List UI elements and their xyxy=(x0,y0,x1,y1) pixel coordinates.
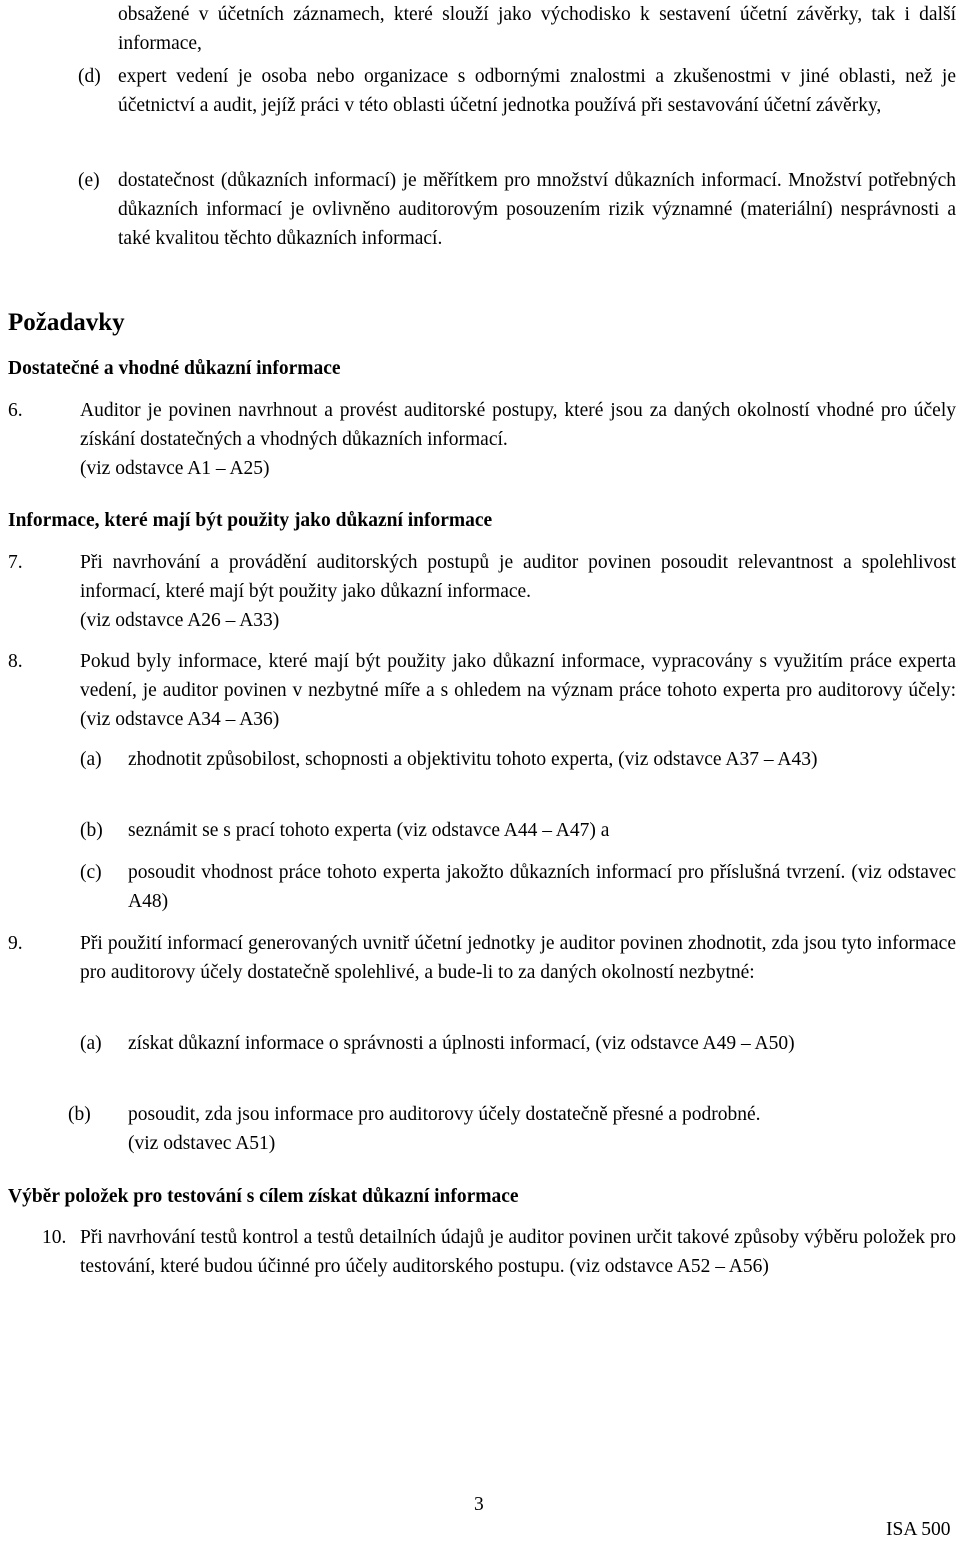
paragraph-8-item-b: seznámit se s prací tohoto experta (viz odstavce A44 – A47) a xyxy=(128,820,610,841)
section-title-requirements: Požadavky xyxy=(8,309,125,336)
subsection-sufficient-appropriate-evidence: Dostatečné a vhodné důkazní informace xyxy=(8,358,341,379)
intro-continuation: obsažené v účetních záznamech, které slouží jako východisko k sestavení účetní závěrky, tak i další informace, xyxy=(118,4,956,54)
paragraph-9-item-a: získat důkazní informace o správnosti a úplnosti informací, (viz odstavce A49 – A50) xyxy=(128,1033,795,1054)
subsection-information-used-as-evidence: Informace, které mají být použity jako důkazní informace xyxy=(8,510,493,531)
standard-id: ISA 500 xyxy=(886,1519,951,1540)
definition-e: dostatečnost (důkazních informací) je měřítkem pro množství důkazních informací. Množství potřebných důkazních informací je ovlivněno auditorovým posouzením rizik významné (materiální) nesprávnosti a také kvalitou těchto důkazních informací. xyxy=(118,170,956,249)
paragraph-8-item-c: posoudit vhodnost práce tohoto experta jakožto důkazních informací pro příslušná tvrzení. (viz odstavec A48) xyxy=(128,862,956,912)
definition-label-e: (e) xyxy=(78,170,100,191)
subsection-selecting-items-for-testing: Výběr položek pro testování s cílem získat důkazní informace xyxy=(8,1186,519,1207)
paragraph-6-reference: (viz odstavce A1 – A25) xyxy=(80,458,270,479)
paragraph-9-item-label-b: (b) xyxy=(68,1104,91,1125)
paragraph-8: Pokud byly informace, které mají být použity jako důkazní informace, vypracovány s využitím práce experta vedení, je auditor povinen v nezbytné míře a s ohledem na význam práce tohoto experta pro auditorovy účely: (viz odstavce A34 – A36) xyxy=(80,651,956,730)
definition-d: expert vedení je osoba nebo organizace s odbornými znalostmi a zkušenostmi v jiné oblasti, než je účetnictví a audit, jejíž práci v této oblasti účetní jednotka používá při sestavování účetní závěrky, xyxy=(118,66,956,116)
definition-label-d: (d) xyxy=(78,66,101,87)
paragraph-9-item-b: posoudit, zda jsou informace pro auditorovy účely dostatečně přesné a podrobné. (viz odstavec A51) xyxy=(128,1100,956,1158)
paragraph-number-8: 8. xyxy=(8,651,23,672)
paragraph-9-item-label-a: (a) xyxy=(80,1033,102,1054)
paragraph-number-9: 9. xyxy=(8,933,23,954)
paragraph-6: Auditor je povinen navrhnout a provést auditorské postupy, které jsou za daných okolností vhodné pro účely získání dostatečných a vhodných důkazních informací. (viz odstavce A1 – A25) xyxy=(80,396,956,483)
page-number: 3 xyxy=(474,1494,484,1515)
paragraph-10: Při navrhování testů kontrol a testů detailních údajů je auditor povinen určit takové způsoby výběru položek pro testování, které budou účinné pro účely auditorského postupu. (viz odstavce A52 – A56) xyxy=(80,1227,956,1277)
paragraph-8-item-a: zhodnotit způsobilost, schopnosti a objektivitu tohoto experta, (viz odstavce A37 – A43) xyxy=(128,749,818,770)
paragraph-8-item-label-c: (c) xyxy=(80,862,102,883)
paragraph-7-reference: (viz odstavce A26 – A33) xyxy=(80,610,280,631)
paragraph-number-10: 10. xyxy=(42,1227,67,1248)
paragraph-number-7: 7. xyxy=(8,552,23,573)
paragraph-7: Při navrhování a provádění auditorských postupů je auditor povinen posoudit relevantnost a spolehlivost informací, které mají být použity jako důkazní informace. (viz odstavce A26 – A33) xyxy=(80,548,956,635)
paragraph-8-item-label-a: (a) xyxy=(80,749,102,770)
paragraph-8-item-label-b: (b) xyxy=(80,820,103,841)
paragraph-9: Při použití informací generovaných uvnitř účetní jednotky je auditor povinen zhodnotit, zda jsou tyto informace pro auditorovy účely dostatečně spolehlivé, a bude-li to za daných okolností nezbytné: xyxy=(80,933,956,983)
paragraph-9-item-b-reference: (viz odstavec A51) xyxy=(128,1133,276,1154)
paragraph-number-6: 6. xyxy=(8,400,23,421)
